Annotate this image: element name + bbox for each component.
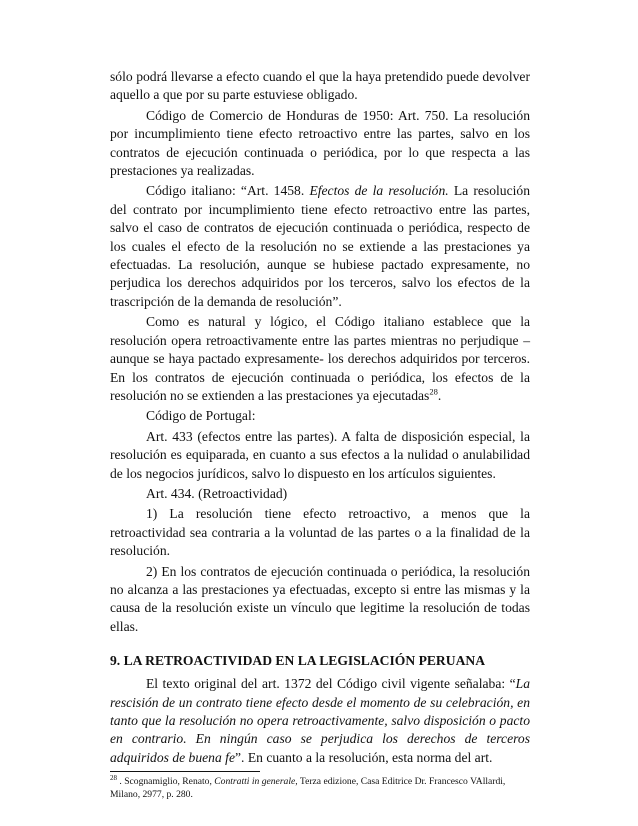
commentary-end: . xyxy=(437,387,442,403)
paragraph-art-433: Art. 433 (efectos entre las partes). A falta de disposición especial, la resolución es equiparada, en cuanto a sus efectos a la nulidad o anulabilidad de los negocios jurídicos, salvo lo dispuesto en los artículos siguientes. xyxy=(110,428,530,481)
footnote-reference[interactable]: 28 xyxy=(429,386,438,397)
commentary-text: Como es natural y lógico, el Código italiano establece que la resolución opera retroactivamente entre las partes mientras no perjudique – aunque se haya pactado expresamente- los derechos adquiridos por terceros. En los contratos de ejecución continuada o periódica, los efectos de la resolución no se extienden a las prestaciones ya ejecutadas xyxy=(110,314,530,403)
italian-code-text: La resolución del contrato por incumplimiento tiene efecto retroactivo entre las partes, salvo el caso de contratos de ejecución continuada o periódica, respecto de los cuales el efecto de la resolución no se extiende a las prestaciones ya efectuadas. La resolución, aunque se hubiese pactado expresamente, no perjudica los derechos adquiridos por los terceros, salvo los efectos de la trascripción de la demanda de resolución”. xyxy=(110,183,530,309)
paragraph-art-434-title: Art. 434. (Retroactividad) xyxy=(146,485,288,501)
section-heading: 9. LA RETROACTIVIDAD EN LA LEGISLACIÓN PERUANA xyxy=(110,653,486,669)
footnote-book-title: Contratti in generale xyxy=(214,776,296,788)
footnote-divider xyxy=(110,771,260,772)
document-page xyxy=(110,68,530,801)
footnote-text-a: . Scognamiglio, Renato, xyxy=(117,776,215,788)
paragraph-portugal-heading: Código de Portugal: xyxy=(146,408,256,424)
paragraph-italian-commentary xyxy=(110,313,530,405)
paragraph-italian-code xyxy=(110,182,530,311)
paragraph-art-434-1: 1) La resolución tiene efecto retroactivo, a menos que la retroactividad sea contraria a la voluntad de las partes o a la finalidad de la resolución. xyxy=(110,506,530,559)
paragraph-art-434-2: 2) En los contratos de ejecución continuada o periódica, la resolución no alcanza a las prestaciones ya efectuadas, excepto si entre las mismas y la causa de la resolución existe un vínculo que legitime la resolución de todas ellas. xyxy=(110,563,530,634)
footnote-text-b: , Terza edizione, Casa Editrice Dr. Francesco VAllardi, Milano, 2977, p. 280. xyxy=(110,776,506,801)
peruvian-text: ”. En cuanto a la resolución, esta norma del art. xyxy=(234,749,493,765)
footnote-number: 28 xyxy=(110,774,117,783)
paragraph-honduras: Código de Comercio de Honduras de 1950: Art. 750. La resolución por incumplimiento tiene efecto retroactivo entre las partes, salvo en los contratos de ejecución continuada o periódica, por lo que respecta a las prestaciones ya realizadas. xyxy=(110,107,530,179)
paragraph-peruvian-code xyxy=(110,675,530,767)
footnote-28 xyxy=(110,775,530,801)
peruvian-quote: La rescisión de un contrato tiene efecto desde el momento de su celebración, en tanto que la resolución no opera retroactivamente, salvo disposición o pacto en contrario. En ningún caso se perjudica los derechos de terceros adquiridos de buena fe xyxy=(110,676,530,765)
italian-code-intro: Código italiano: “Art. 1458. xyxy=(146,183,310,199)
italian-code-article-title: Efectos de la resolución. xyxy=(309,183,449,199)
peruvian-intro: El texto original del art. 1372 del Código civil vigente señalaba: “ xyxy=(146,676,516,692)
paragraph-continuation: sólo podrá llevarse a efecto cuando el que la haya pretendido puede devolver aquello a que por su parte estuviese obligado. xyxy=(110,69,530,103)
